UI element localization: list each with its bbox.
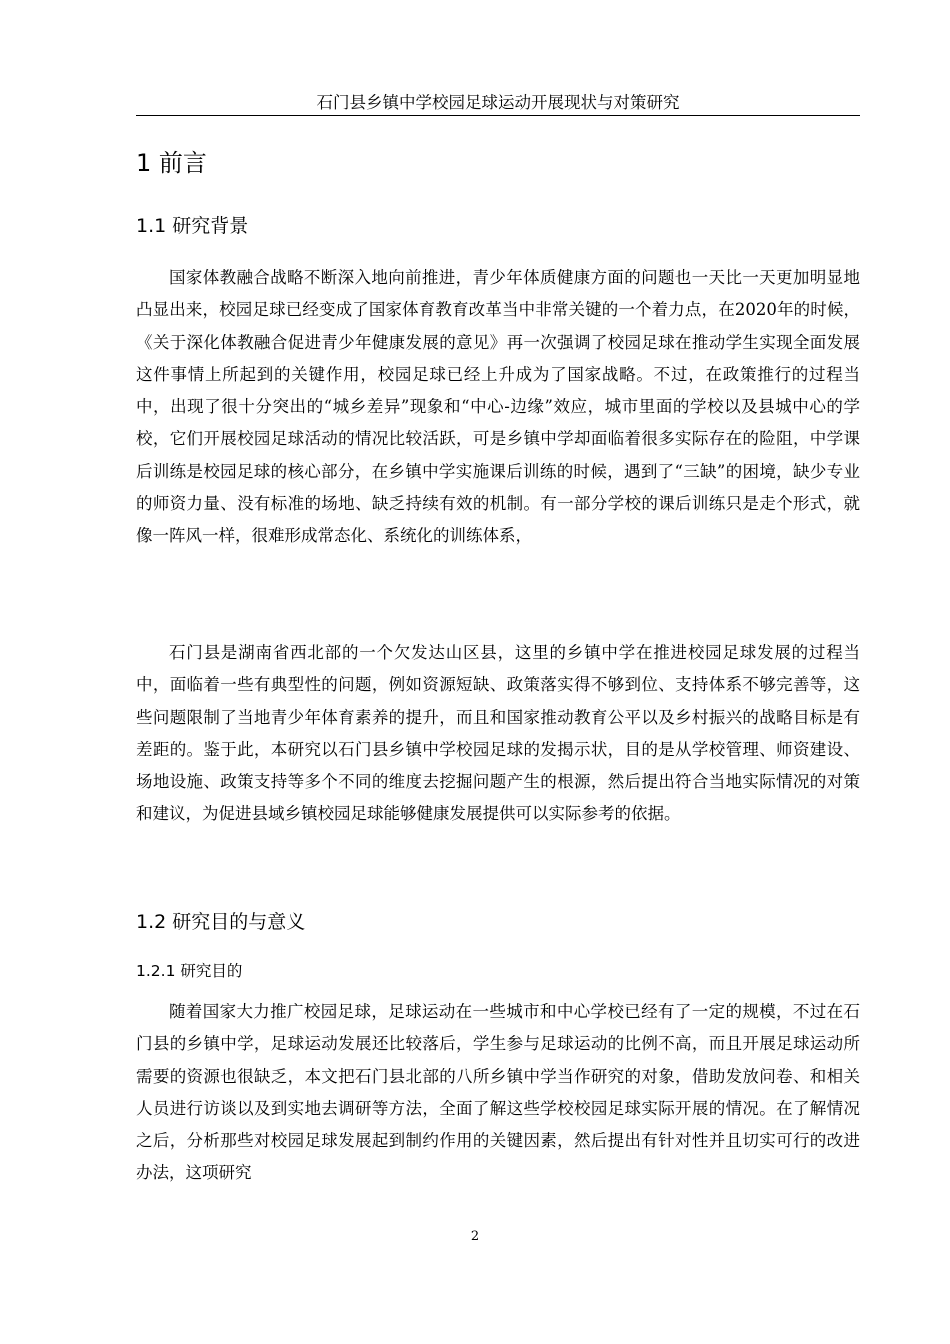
paragraph-background-1: 国家体教融合战略不断深入地向前推进，青少年体质健康方面的问题也一天比一天更加明显地凸显出来，校园足球已经变成了国家体育教育改革当中非常关键的一个着力点，在2020年的时候，《关于深化体教融合促进青少年健康发展的意见》再一次强调了校园足球在推动学生实现全面发展这件事情上所起到的关键作用，校园足球已经上升成为了国家战略。不过，在政策推行的过程当中，出现了很十分突出的“城乡差异”现象和“中心-边缘”效应，城市里面的学校以及县城中心的学校，它们开展校园足球活动的情况比较活跃，可是乡镇中学却面临着很多实际存在的险阻，中学课后训练是校园足球的核心部分，在乡镇中学实施课后训练的时候，遇到了“三缺”的困境，缺少专业的师资力量、没有标准的场地、缺乏持续有效的机制。有一部分学校的课后训练只是走个形式，就像一阵风一样，很难形成常态化、系统化的训练体系，	[136, 268, 860, 546]
page-number: 2	[470, 1229, 480, 1244]
header-rule	[136, 115, 860, 116]
paragraph-background-2: 石门县是湖南省西北部的一个欠发达山区县，这里的乡镇中学在推进校园足球发展的过程当中，面临着一些有典型性的问题，例如资源短缺、政策落实得不够到位、支持体系不够完善等，这些问题限制了当地青少年体育素养的提升，而且和国家推动教育公平以及乡村振兴的战略目标是有差距的。鉴于此，本研究以石门县乡镇中学校园足球的发揭示状，目的是从学校管理、师资建设、场地设施、政策支持等多个不同的维度去挖掘问题产生的根源，然后提出符合当地实际情况的对策和建议，为促进县域乡镇校园足球能够健康发展提供可以实际参考的依据。	[136, 643, 860, 824]
section-heading-1-1: 1.1 研究背景	[136, 215, 249, 237]
section-heading-1-2: 1.2 研究目的与意义	[136, 911, 306, 933]
subsection-heading-1-2-1: 1.2.1 研究目的	[136, 962, 243, 980]
running-header: 石门县乡镇中学校园足球运动开展现状与对策研究	[316, 93, 680, 112]
paragraph-purpose: 随着国家大力推广校园足球，足球运动在一些城市和中心学校已经有了一定的规模，不过在石门县的乡镇中学，足球运动发展还比较落后，学生参与足球运动的比例不高，而且开展足球运动所需要的资源也很缺乏，本文把石门县北部的八所乡镇中学当作研究的对象，借助发放问卷、和相关人员进行访谈以及到实地去调研等方法，全面了解这些学校校园足球实际开展的情况。在了解情况之后，分析那些对校园足球发展起到制约作用的关键因素，然后提出有针对性并且切实可行的改进办法，这项研究	[136, 1002, 860, 1183]
chapter-heading: 1 前言	[136, 149, 207, 177]
